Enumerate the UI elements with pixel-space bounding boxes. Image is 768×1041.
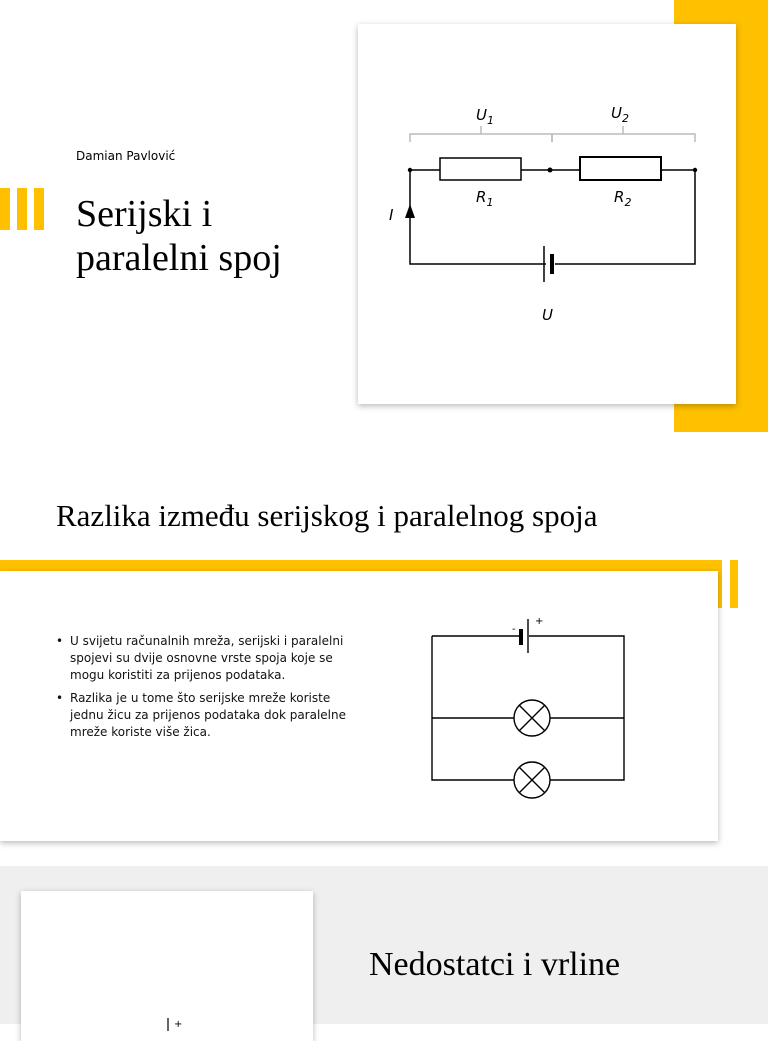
accent-stripes-left <box>0 188 46 230</box>
title-line-1: Serijski i <box>76 193 213 235</box>
r1-label: $R_1$ <box>476 188 494 209</box>
plus-sign: + <box>174 1019 183 1030</box>
slide-2-title: Razlika između serijskog i paralelnog spoja <box>56 498 598 533</box>
side-and-bottom-wire <box>410 170 695 264</box>
author-name: Damian Pavlović <box>76 149 176 163</box>
series-circuit-card <box>358 24 736 404</box>
slide-3-title: Nedostatci i vrline <box>369 946 621 983</box>
partial-circuit-diagram <box>21 891 313 1031</box>
content-card <box>0 571 718 841</box>
resistor-r1 <box>440 158 521 180</box>
junction-dot <box>548 168 553 173</box>
r2-label: $R_2$ <box>614 188 632 209</box>
minus-sign: - <box>512 624 516 635</box>
current-label: I <box>389 206 394 224</box>
u2-bracket <box>552 126 695 142</box>
slide-title <box>76 192 346 280</box>
voltage-label: U <box>542 306 553 324</box>
u2-label: $U_2$ <box>611 104 629 125</box>
bullet-item-2: • Razlika je u tome što serijske mreže koriste jednu žicu za prijenos podataka dok paralelne mreže koriste više žica. <box>70 690 350 741</box>
plus-sign: + <box>535 616 544 627</box>
slide-2 <box>0 440 768 860</box>
bullet-item-1: • U svijetu računalnih mreža, serijski i paralelni spojevi su dvije osnovne vrste spoja koje se mogu koristiti za prijenos podataka. <box>70 633 350 684</box>
series-circuit-diagram <box>358 24 736 404</box>
slide-1 <box>0 0 768 440</box>
image-card <box>21 891 313 1041</box>
current-arrow <box>405 204 415 218</box>
resistor-r2 <box>580 157 661 180</box>
parallel-circuit-diagram <box>0 571 718 841</box>
title-line-2: paralelni spoj <box>76 237 282 279</box>
u1-bracket <box>410 126 552 142</box>
slide-3 <box>0 866 768 1030</box>
u1-label: $U_1$ <box>476 106 494 127</box>
